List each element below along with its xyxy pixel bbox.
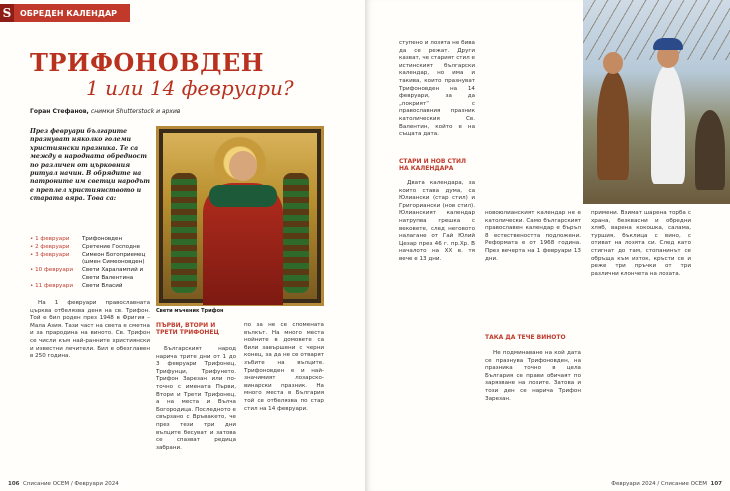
feast-item: • 3 февруари Симеон Богоприемец (шмен Симеоновден) xyxy=(30,251,146,266)
article-title: ТРИФОНОВДЕН xyxy=(30,48,264,77)
body-column-6: примени. Взимат шарена торба с храна, безквасни и обредни хляб, варена кокошка, салама, туршия, бъклица с вино, с отиват на лозята си. След като стигнат до там, стопанинът се обръща към изток, кръсти се и реже три пръчки от три различни клончета на лозата. xyxy=(591,210,691,277)
byline xyxy=(30,108,180,115)
saint-face xyxy=(229,151,257,181)
man-center-figure xyxy=(651,64,685,184)
body-column-4: ступено и лозята не бива да се режат. Други казват, че старият стил е истинският български календар, но има и такива, които празнуват Трифоновден на 14 февруари, за да „покрият“ с православния празник католическия Св. Валентин, който е на същата дата. xyxy=(399,40,475,138)
man-right-figure xyxy=(695,110,725,190)
folio-right: Февруари 2024 / Списание ОСЕМ 107 xyxy=(611,481,722,487)
image-caption: Свети мъченик Трифон xyxy=(156,308,224,314)
vine-branches xyxy=(583,0,730,60)
byline-credit: снимки Shutterstock и архив xyxy=(90,108,181,115)
section-tab xyxy=(0,4,130,22)
vine-left xyxy=(171,173,197,293)
heading-pruning: ТАКА ДА ТЕЧЕ ВИНОТО xyxy=(485,334,566,341)
saint-trifon-icon-image xyxy=(156,126,324,306)
lead-paragraph: През февруари българите празнуват няколко големи християнски празника. Те са мeжду в народната обредност по различен от църковния ритуал начин. В обрядите на патроните им светци народът е преплел християнството и старата вяра. Това са: xyxy=(30,128,150,203)
man-left-head xyxy=(603,52,623,74)
feast-item: • 2 февруари Сретение Господне xyxy=(30,243,141,250)
folio-left: 106 Списание ОСЕМ / Февруари 2024 xyxy=(8,481,119,487)
heading-old-new-style: СТАРИ И НОВ СТИЛ НА КАЛЕНДАРА xyxy=(399,158,467,173)
article-subtitle: 1 или 14 февруари? xyxy=(86,76,294,100)
man-center-hat xyxy=(653,38,683,50)
feast-item: • 1 февруари Трифоновден xyxy=(30,236,123,242)
body-column-5: новоюлианският календар не е католически. Само българският православен календар е бъръл 8 естествеността подложени. Реформата е от 1968 година. През вечерта на 1 февруари 13 дни. xyxy=(485,210,581,262)
saint-cape xyxy=(209,185,277,207)
body-column-2: Българският народ нарича трите дни от 1 до 3 февруари Трифонец, Трифунци, Трифунето. Трифон Зарезан или по-точно с имената Първи, Втори и Трети Трифонец, а на места и Вълча Богородица. Последното е свързано с Връвакето, че през тези три дни вълците бесуват и затова се спазват редица забрани. xyxy=(156,346,236,451)
feast-list xyxy=(30,236,150,291)
vineyard-photo xyxy=(583,0,730,204)
body-column-3: по за не се спомената вълкът. На много места нойните в домовете са били завършени с черни конец, за да не се отварят зъбите на вълците. Трифоновден е и най-значимият лозарско-винарски празник. На много места в България той се отбелязва по стар стил на 14 февруари. xyxy=(244,322,324,412)
body-column-1: На 1 февруари православната църква отбелязва деня на св. Трифон. Той е бил роден през 1948 в Фригия – Мала Азия. Тази част на света е сметна и за прародина на виното. Св. Трифон се числи към най-ранните християнски и известни лечители. Бил е обезглавен в 250 година. xyxy=(30,300,150,360)
section-mark: S xyxy=(0,4,14,22)
section-label: ОБРЕДЕН КАЛЕНДАР xyxy=(20,8,118,18)
feast-item: • 11 февруари Свети Власий xyxy=(30,282,123,289)
man-left-figure xyxy=(597,70,629,180)
body-column-5b: Не подминаване на кой дата се празнува Трифоновден, на празника точно в цела България се прави обичаят по зарязване на лозите. Затова и този ден се нарича Трифон Зарезан. xyxy=(485,350,581,402)
body-column-4b: Двата календара, за които става дума, са Юлиански (стар стил) и Григориански (нов стил). Юлианският календар натрупва грешка с вековете, след неговото налагане от Гай Юлий Цезар през 46 г. пр.Хр. В началото на XX в. тя вече е 13 дни. xyxy=(399,180,475,262)
heading-first-second-third: ПЪРВИ, ВТОРИ И ТРЕТИ ТРИФОНЕЦ xyxy=(156,322,220,337)
byline-author: Горан Стефанов, xyxy=(30,108,89,115)
feast-item: • 10 февруари Свети Харалампий и Свети Валентина xyxy=(30,267,144,281)
vine-right xyxy=(283,173,309,293)
